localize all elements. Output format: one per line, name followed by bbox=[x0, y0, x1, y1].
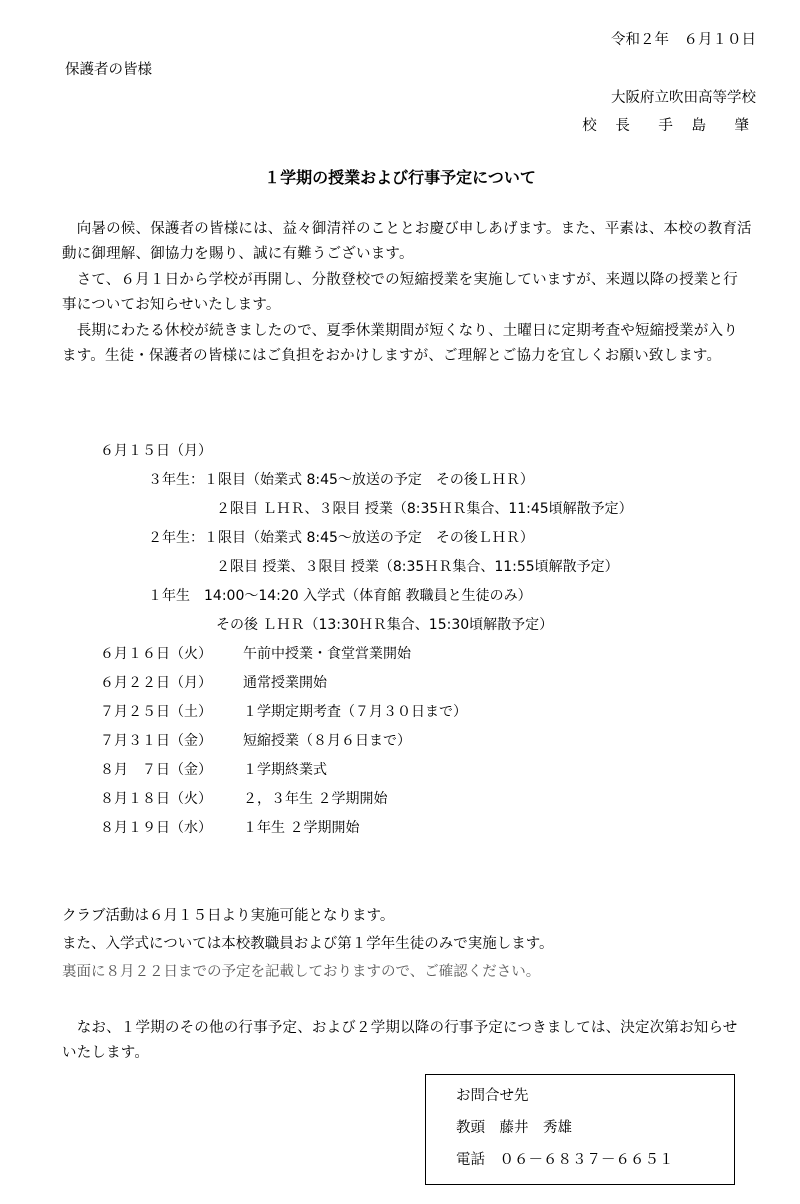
event-date: ８月１９日（水） bbox=[100, 820, 212, 836]
ceremony-note: また、入学式については本校教職員および第１学年生徒のみで実施します。 bbox=[62, 936, 554, 952]
schedule-grade2-line1: ２年生：１限目（始業式 8:45～放送の予定 その後ＬＨＲ） bbox=[148, 530, 534, 546]
event-desc: 短縮授業（８月６日まで） bbox=[243, 733, 411, 749]
addressee: 保護者の皆様 bbox=[65, 62, 152, 78]
schedule-grade2-line2: ２限目 授業、３限目 授業（8:35ＨＲ集合、11:55頃解散予定） bbox=[216, 559, 619, 575]
schedule-grade3-line1: ３年生：１限目（始業式 8:45～放送の予定 その後ＬＨＲ） bbox=[148, 472, 534, 488]
contact-box bbox=[425, 1074, 735, 1185]
event-desc: １学期終業式 bbox=[243, 762, 327, 778]
schedule-grade3-line2: ２限目 ＬＨＲ、３限目 授業（8:35ＨＲ集合、11:45頃解散予定） bbox=[216, 501, 633, 517]
document-date: 令和２年 ６月１０日 bbox=[611, 32, 756, 48]
closing-paragraph: なお、１学期のその他の行事予定、および２学期以降の行事予定につきましては、決定次第お知らせいたします。 bbox=[62, 1020, 738, 1061]
event-date: ６月１６日（火） bbox=[100, 646, 212, 662]
event-date: ７月３１日（金） bbox=[100, 733, 212, 749]
event-date: ８月１８日（火） bbox=[100, 791, 212, 807]
contact-phone: 電話 ０６－６８３７－６６５１ bbox=[456, 1152, 674, 1168]
event-desc: ２，３年生 ２学期開始 bbox=[243, 791, 388, 807]
schedule-day1: ６月１５日（月） bbox=[100, 443, 212, 459]
school-name: 大阪府立吹田高等学校 bbox=[611, 90, 756, 106]
contact-heading: お問合せ先 bbox=[456, 1088, 529, 1104]
event-date: ７月２５日（土） bbox=[100, 704, 212, 720]
document-title: １学期の授業および行事予定について bbox=[264, 168, 536, 187]
schedule-grade1-line1: １年生 14:00～14:20 入学式（体育館 教職員と生徒のみ） bbox=[148, 588, 532, 604]
event-desc: 午前中授業・食堂営業開始 bbox=[243, 646, 411, 662]
reopening-paragraph: さて、６月１日から学校が再開し、分散登校での短縮授業を実施していますが、来週以降の授業と行事についてお知らせいたします。 bbox=[62, 272, 738, 313]
event-desc: １年生 ２学期開始 bbox=[243, 820, 360, 836]
event-date: ８月 ７日（金） bbox=[100, 762, 212, 778]
event-desc: １学期定期考査（７月３０日まで） bbox=[243, 704, 467, 720]
principal-name: 校 長 手 島 肇 bbox=[582, 118, 756, 134]
contact-person: 教頭 藤井 秀雄 bbox=[456, 1120, 572, 1136]
event-desc: 通常授業開始 bbox=[243, 675, 327, 691]
club-note: クラブ活動は６月１５日より実施可能となります。 bbox=[62, 908, 395, 924]
reverse-side-note: 裏面に８月２２日までの予定を記載しておりますので、ご確認ください。 bbox=[62, 964, 541, 980]
summer-paragraph: 長期にわたる休校が続きましたので、夏季休業期間が短くなり、土曜日に定期考査や短縮授業が入ります。生徒・保護者の皆様にはご負担をおかけしますが、ご理解とご協力を宜しくお願い致します。 bbox=[62, 323, 738, 364]
event-date: ６月２２日（月） bbox=[100, 675, 212, 691]
schedule-grade1-line2: その後 ＬＨＲ（13:30ＨＲ集合、15:30頃解散予定） bbox=[216, 617, 554, 633]
intro-paragraph: 向暑の候、保護者の皆様には、益々御清祥のこととお慶び申しあげます。また、平素は、本校の教育活動に御理解、御協力を賜り、誠に有難うございます。 bbox=[62, 221, 752, 262]
